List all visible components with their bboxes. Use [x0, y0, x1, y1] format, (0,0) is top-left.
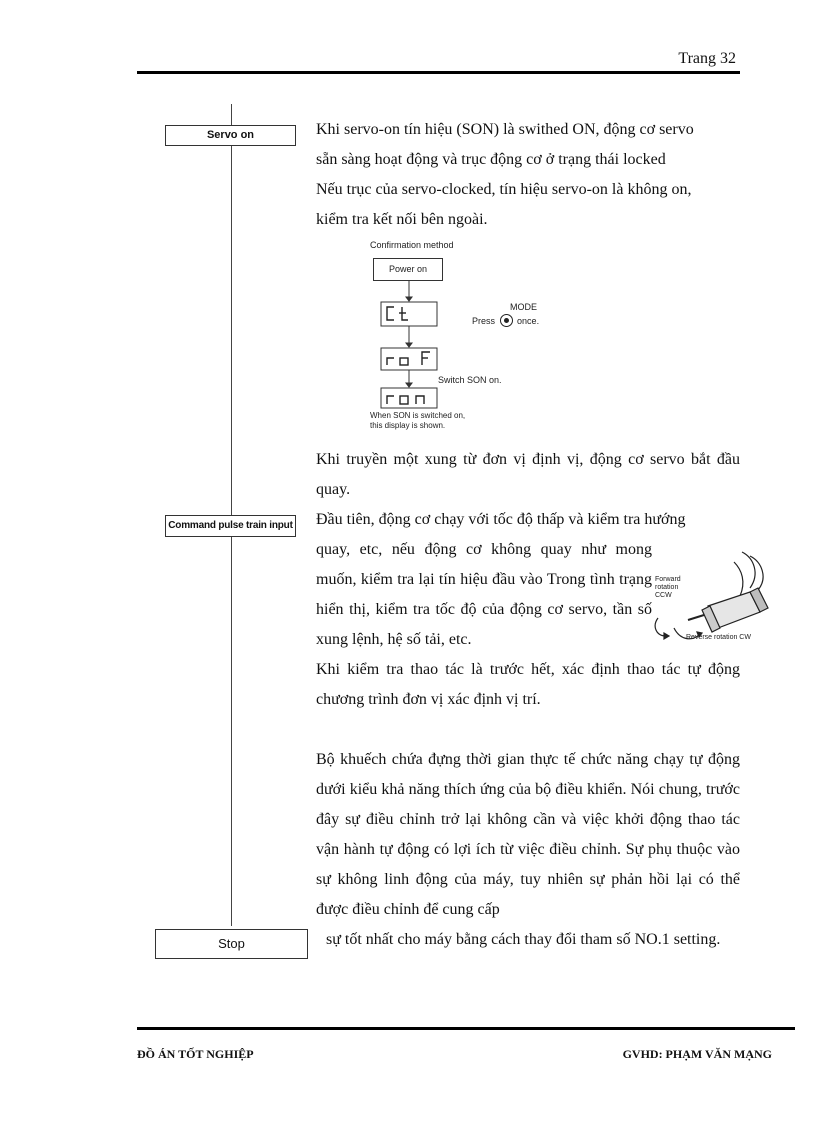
lcd-note-line: When SON is switched on,: [370, 411, 466, 420]
paragraph-parameter-setting: sự tốt nhất cho máy bằng cách thay đổi tham số NO.1 setting.: [326, 931, 721, 948]
lcd-display-rof: [381, 348, 437, 370]
servo-motor-icon: [650, 548, 780, 648]
paragraph-servo-on: [316, 115, 740, 235]
forward-label-line: Forward: [655, 576, 681, 583]
paragraph-auto-positioning: Khi kiểm tra thao tác là trước hết, xác định thao tác tự động chương trình đơn vị xác định vị trí.: [316, 661, 740, 708]
step-servo-on: Servo on: [165, 125, 296, 146]
forward-label-line: rotation: [655, 584, 679, 591]
confirmation-title: Confirmation method: [370, 240, 454, 250]
mode-label: MODE: [510, 302, 537, 312]
lcd-note-line: this display is shown.: [370, 421, 446, 430]
lcd-note: [370, 411, 465, 431]
lcd-display-ct: [381, 302, 437, 326]
power-on-box: Power on: [373, 258, 443, 281]
switch-son-label: Switch SON on.: [438, 375, 502, 385]
page-number: Trang 32: [678, 50, 736, 67]
arrow-icon: [406, 383, 412, 387]
lcd-display-ron: [381, 388, 437, 408]
paragraph-line: Khi servo-on tín hiệu (SON) là swithed ON, động cơ servo: [316, 121, 694, 138]
arrow-icon: [406, 343, 412, 347]
display-sequence-svg: [370, 280, 460, 410]
forward-label-line: CCW: [655, 592, 672, 599]
paragraph-check-rotation: quay, etc, nếu động cơ không quay như mong muốn, kiểm tra lại tín hiệu đầu vào Trong tình trạng hiển thị, kiểm tra tốc độ của động cơ servo, tần số xung lệnh, hệ số tải, etc.: [316, 541, 652, 648]
footer-thesis-title: ĐỒ ÁN TỐT NGHIỆP: [137, 1047, 254, 1061]
step-stop: Stop: [155, 929, 308, 959]
paragraph-line: sẵn sàng hoạt động và trục động cơ ở trạng thái locked: [316, 151, 666, 168]
paragraph-auto-tuning: Bộ khuếch chứa đựng thời gian thực tế chức năng chạy tự động dưới kiểu khả năng thích ứng của bộ điều khiển. Nói chung, trước đây sự điều chỉnh trở lại không cần và việc khởi động thao tác vận hành tự động có lợi ích từ việc điều chỉnh. Sự phụ thuộc vào sự không linh động của máy, tuy nhiên sự phản hồi lại có thể được điều chỉnh để cung cấp: [316, 751, 740, 918]
paragraph-line: Nếu trục của servo-clocked, tín hiệu servo-on là không on,: [316, 181, 692, 198]
footer-supervisor: GVHD: PHẠM VĂN MẠNG: [622, 1047, 772, 1061]
mode-button-icon: [500, 314, 513, 327]
arrow-icon: [406, 297, 412, 301]
press-suffix: once.: [517, 316, 540, 326]
paragraph-pulse-input: Khi truyền một xung từ đơn vị định vị, động cơ servo bắt đầu quay.: [316, 451, 740, 498]
press-prefix: Press: [472, 316, 496, 326]
press-instruction: [472, 314, 539, 327]
header-rule: [137, 71, 740, 74]
step-command-pulse-train-input: Command pulse train input: [165, 515, 296, 537]
paragraph-check-rotation-first-line: Đầu tiên, động cơ chạy với tốc độ thấp và kiểm tra hướng: [316, 511, 686, 528]
footer-rule: [137, 1027, 795, 1030]
reverse-rotation-label: Reverse rotation CW: [686, 634, 751, 641]
paragraph-line: kiểm tra kết nối bên ngoài.: [316, 211, 488, 228]
